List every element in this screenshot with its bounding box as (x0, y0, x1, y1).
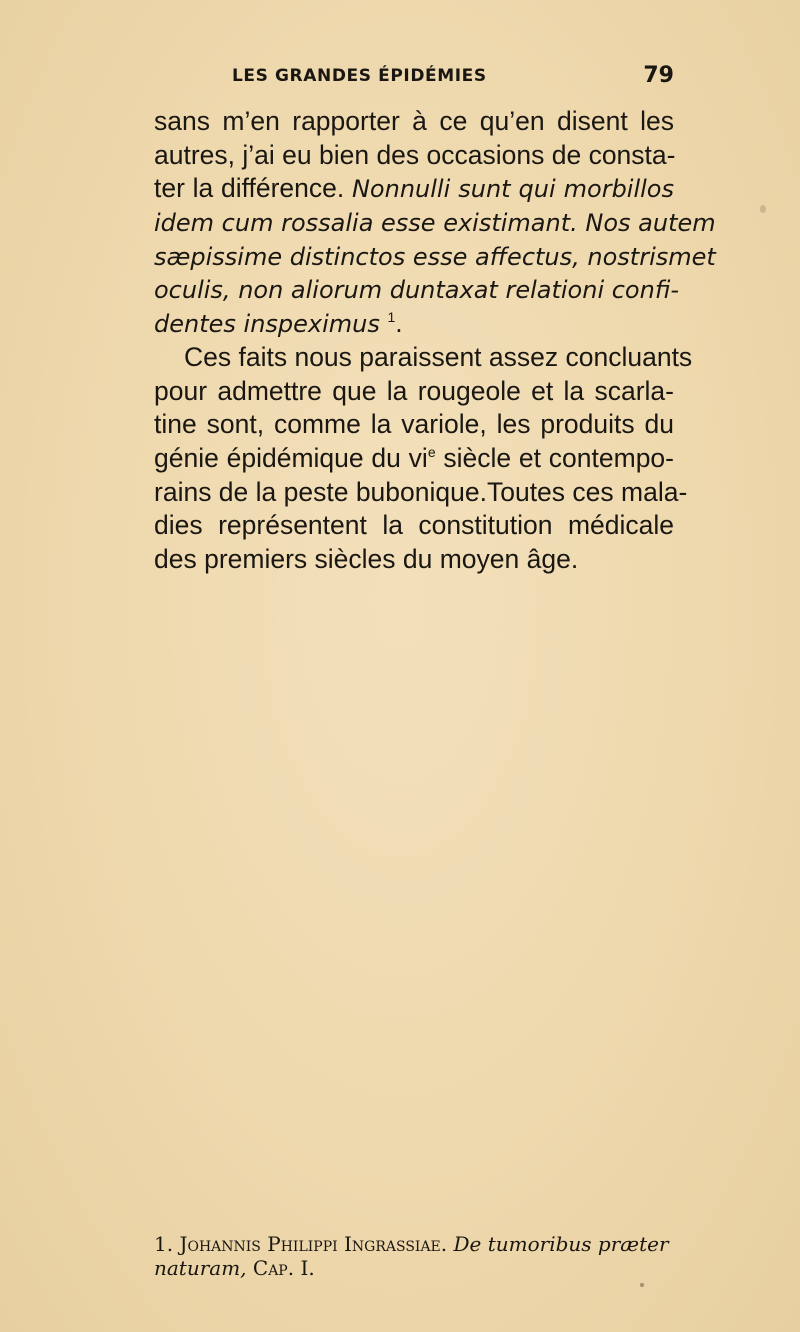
text-line (154, 273, 679, 307)
text-line (154, 172, 674, 206)
text-segment: dies représentent la constitution médicale (154, 510, 674, 541)
superscript: 1 (387, 309, 396, 326)
running-title: LES GRANDES ÉPIDÉMIES (232, 66, 487, 86)
page-number: 79 (643, 63, 674, 88)
text-line (154, 240, 716, 274)
text-line (154, 543, 674, 577)
text-segment: . (395, 308, 403, 339)
text-segment: autres, j’ai eu bien des occasions de consta- (154, 139, 676, 170)
text-segment: siècle et contempo- (435, 442, 674, 473)
italic-text: dentes inspeximus (154, 310, 388, 339)
text-line (154, 442, 674, 476)
text-line (154, 408, 674, 442)
footnote-line-2 (154, 1256, 674, 1280)
text-line (154, 509, 674, 543)
text-segment: pour admettre que la rougeole et la scarla- (154, 375, 674, 406)
paper-speck (760, 205, 766, 213)
text-line (154, 307, 674, 341)
text-line (154, 206, 716, 240)
footnote-chapter: Cap. I. (252, 1256, 315, 1280)
text-segment: génie épidémique du vi (154, 442, 428, 473)
text-segment: Ces faits nous paraissent assez concluants (184, 341, 693, 372)
text-segment: sans m’en rapporter à ce qu’en disent les (154, 106, 674, 136)
text-segment: tine sont, comme la variole, les produits du (154, 409, 674, 440)
text-line (154, 341, 693, 375)
footnote-line-1 (154, 1232, 674, 1256)
text-line (154, 105, 674, 139)
text-segment: ter la différence. (154, 173, 352, 204)
italic-text: idem cum rossalia esse existimant. Nos autem (154, 209, 716, 238)
text-line (154, 476, 688, 510)
footnote (154, 1232, 674, 1280)
superscript: e (427, 443, 436, 460)
text-line (154, 375, 674, 409)
italic-text: sæpissime distinctos esse affectus, nostrismet (154, 242, 716, 271)
italic-text: Nonnulli sunt qui morbillos (351, 175, 674, 204)
paper-speck (640, 1283, 644, 1287)
text-segment: rains de la peste bubonique.Toutes ces mala- (154, 476, 688, 507)
footnote-title-1: De tumoribus præter (453, 1232, 669, 1256)
text-segment: des premiers siècles du moyen âge. (154, 543, 579, 574)
paper-speck (525, 530, 528, 533)
italic-text: oculis, non aliorum duntaxat relationi confi- (154, 276, 679, 305)
footnote-author: Johannis Philippi Ingrassiae. (179, 1232, 448, 1256)
footnote-title-2: naturam, (154, 1256, 247, 1280)
text-line (154, 139, 674, 173)
footnote-number: 1. (154, 1232, 174, 1256)
running-head (160, 63, 680, 96)
body-text (154, 105, 716, 577)
